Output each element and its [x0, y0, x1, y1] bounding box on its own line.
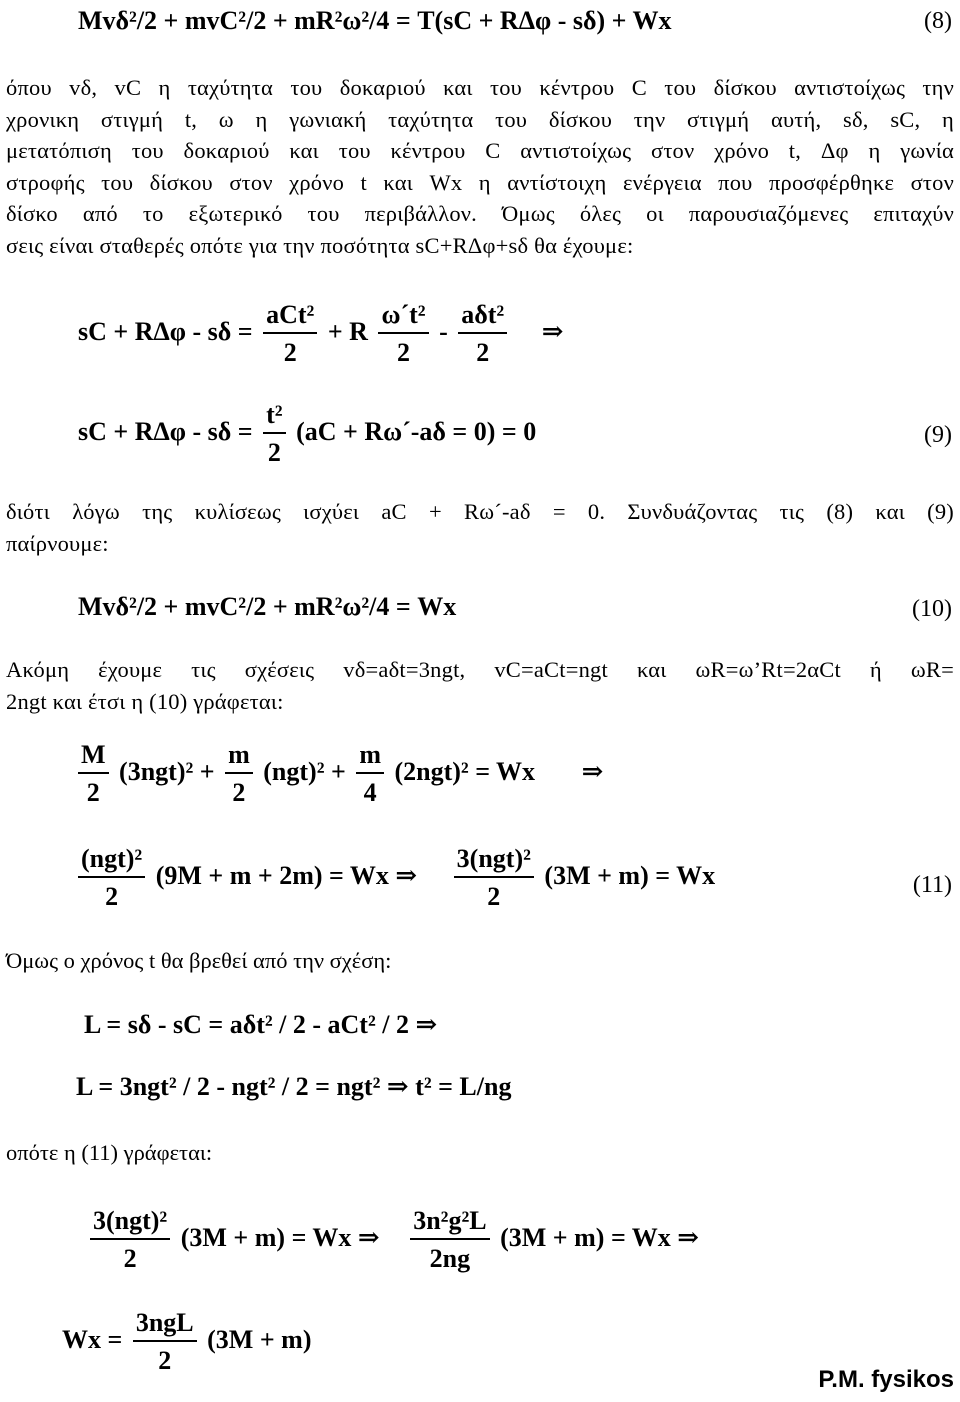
eq-term: (9M + m + 2m) = Wx ⇒ — [155, 860, 418, 890]
equation-8-text: Mvδ²/2 + mvC²/2 + mR²ω²/4 = T(sC + RΔφ - sδ) + Wx — [78, 6, 672, 35]
fraction-denominator: 2 — [105, 882, 119, 911]
fraction-denominator: 2 — [232, 778, 246, 807]
fraction-numerator: M — [78, 742, 109, 774]
text-line: Ακόμη έχουμε τις σχέσεις vδ=aδt=3ngt, vC=aCt=ngt και ωR=ω’Rt=2αCt ή ωR= — [6, 657, 954, 682]
equation-energy-substituted — [74, 742, 603, 806]
text-time-intro: Όμως ο χρόνος t θα βρεθεί από την σχέση: — [6, 948, 392, 973]
eq-term: (3M + m) = Wx — [544, 860, 716, 890]
text-line: παίρνουμε: — [6, 530, 109, 556]
fraction — [356, 742, 384, 806]
equation-substituted-time — [86, 1208, 699, 1272]
text-line: όπου vδ, vC η ταχύτητα του δοκαριού και του κέντρου C του δίσκου αντιστοίχως την — [6, 75, 954, 100]
eq-term: (ngt)² + — [263, 756, 346, 786]
equation-11 — [74, 846, 715, 910]
eq-rhs: (3M + m) — [207, 1324, 312, 1354]
fraction-denominator: 2 — [123, 1244, 137, 1273]
implies-arrow-icon: ⇒ — [581, 756, 604, 786]
fraction-numerator: m — [356, 742, 384, 774]
fraction-numerator: ω´t² — [378, 302, 428, 334]
eq-term: (3M + m) = Wx ⇒ — [180, 1222, 380, 1252]
paragraph-rolling — [6, 496, 954, 559]
text-line: σεις είναι σταθερές οπότε για την ποσότητα sC+RΔφ+sδ θα έχουμε: — [6, 232, 634, 258]
text-then-intro: οπότε η (11) γράφεται: — [6, 1140, 213, 1165]
fraction-numerator: 3(ngt)² — [454, 846, 534, 878]
equation-10-text: Mvδ²/2 + mvC²/2 + mR²ω²/4 = Wx — [78, 592, 457, 621]
eq-lhs: sC + RΔφ - sδ = — [78, 316, 253, 346]
equation-11-number: (11) — [912, 872, 952, 898]
fraction-numerator: 3ngL — [133, 1310, 197, 1342]
fraction-numerator: 3n²g²L — [410, 1208, 489, 1240]
equation-length-2-text: L = 3ngt² / 2 - ngt² / 2 = ngt² ⇒ t² = L/ng — [76, 1072, 512, 1101]
fraction-numerator: 3(ngt)² — [90, 1208, 170, 1240]
fraction-numerator: m — [225, 742, 253, 774]
eq-term: (3ngt)² + — [119, 756, 215, 786]
fraction — [78, 846, 145, 910]
equation-displacement — [78, 302, 563, 366]
eq-lhs: sC + RΔφ - sδ = — [78, 416, 253, 446]
fraction — [90, 1208, 170, 1272]
fraction — [263, 302, 317, 366]
eq-lhs: Wx = — [62, 1324, 123, 1354]
fraction — [454, 846, 534, 910]
text-line: χρονικη στιγμή t, ω η γωνιακή ταχύτητα του δίσκου την στιγμή αυτή, sδ, sC, η — [6, 106, 954, 132]
equation-10-number: (10) — [912, 596, 952, 622]
fraction-numerator: t² — [263, 402, 285, 434]
eq-term: (2ngt)² = Wx — [394, 756, 536, 786]
fraction-denominator: 2 — [158, 1346, 172, 1375]
equation-length-1 — [84, 1012, 437, 1038]
equation-length-2 — [76, 1074, 511, 1100]
eq-term: (3M + m) = Wx ⇒ — [500, 1222, 700, 1252]
fraction-denominator: 2 — [476, 338, 490, 367]
implies-arrow-icon: ⇒ — [541, 316, 564, 346]
fraction-numerator: (ngt)² — [78, 846, 145, 878]
fraction-numerator: aδt² — [458, 302, 507, 334]
equation-length-1-text: L = sδ - sC = aδt² / 2 - aCt² / 2 ⇒ — [84, 1010, 438, 1039]
fraction — [410, 1208, 489, 1272]
text-line: δίσκο από το εξωτερικό του περιβάλλον. Όμως όλες οι παρουσιαζόμενες επιταχύν — [6, 201, 954, 226]
fraction — [225, 742, 253, 806]
paragraph-definitions — [6, 72, 954, 261]
fraction — [78, 742, 109, 806]
equation-9 — [78, 402, 536, 466]
equation-8-number: (8) — [924, 8, 952, 34]
eq-rhs: (aC + Rω´-aδ = 0) = 0 — [296, 416, 537, 446]
fraction-denominator: 2 — [86, 778, 100, 807]
equation-8 — [78, 8, 672, 34]
fraction-denominator: 2 — [267, 438, 281, 467]
eq-term: + R — [327, 316, 368, 346]
fraction — [263, 402, 285, 466]
text-line: μετατόπιση του δοκαριού και του κέντρου C αντιστοίχως στον χρόνο t, Δφ η γωνία — [6, 138, 954, 163]
paragraph-relations — [6, 654, 954, 717]
equation-9-number: (9) — [924, 422, 952, 448]
text-line: 2ngt και έτσι η (10) γράφεται: — [6, 688, 284, 714]
fraction-numerator: aCt² — [263, 302, 317, 334]
text-line: διότι λόγω της κυλίσεως ισχύει aC + Rω´-aδ = 0. Συνδυάζοντας τις (8) και (9) — [6, 499, 954, 524]
equation-10 — [78, 594, 456, 620]
eq-term: - — [439, 316, 448, 346]
author-signature: P.M. fysikos — [818, 1366, 954, 1393]
fraction — [133, 1310, 197, 1374]
fraction — [378, 302, 428, 366]
text-line: στροφής του δίσκου στον χρόνο t και Wx η αντίστοιχη ενέργεια που προσφέρθηκε στον — [6, 169, 954, 195]
fraction-denominator: 4 — [363, 778, 377, 807]
fraction-denominator: 2ng — [429, 1244, 471, 1273]
fraction — [458, 302, 507, 366]
fraction-denominator: 2 — [283, 338, 297, 367]
fraction-denominator: 2 — [397, 338, 410, 367]
equation-final — [62, 1310, 311, 1374]
fraction-denominator: 2 — [487, 882, 501, 911]
